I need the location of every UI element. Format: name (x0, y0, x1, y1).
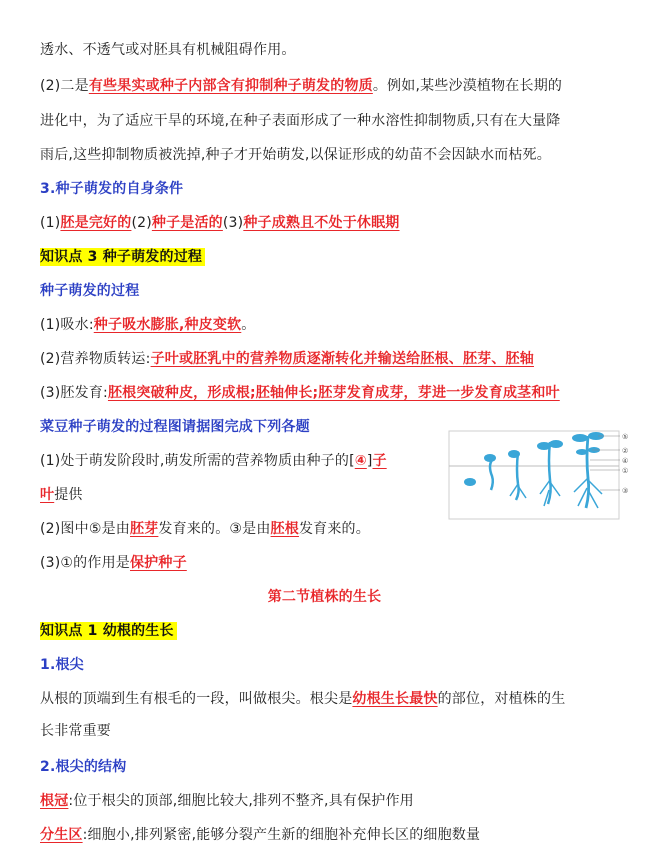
answer-text: 根冠 (40, 793, 69, 809)
text: 的部位，对植株的生 (437, 691, 566, 707)
seedling-stage-3 (516, 452, 519, 500)
text: 发育来的。③是由 (158, 521, 271, 537)
text-line: 透水、不透气或对胚具有机械阻碍作用。 (40, 42, 296, 58)
seed-stage-1 (464, 478, 476, 486)
text-line: 长非常重要 (40, 723, 111, 739)
subheading: 2.根尖的结构 (40, 759, 127, 775)
answer-text: 种子成熟且不处于休眠期 (243, 215, 400, 231)
question-2 (40, 518, 370, 540)
text: 从根的顶端到生有根毛的一段，叫做根尖。根尖是 (40, 691, 353, 707)
bean-germination-figure (448, 430, 638, 522)
answer-text: 叶 (40, 487, 55, 503)
meristem-line (40, 824, 480, 846)
figure-label: ⑤ (622, 433, 629, 441)
question-3 (40, 552, 187, 574)
answer-text: 种子是活的 (151, 215, 223, 231)
text: (1)处于萌发阶段时,萌发所需的营养物质由种子的[ (40, 453, 355, 469)
text: (1)吸水: (40, 317, 94, 333)
seedling-stage-5-leaf (572, 434, 588, 442)
text: (2)二是 (40, 78, 89, 94)
knowledge-point-3 (40, 246, 205, 268)
text-line: 进化中，为了适应干旱的环境,在种子表面形成了一种水溶性抑制物质,只有在大量降 (40, 113, 561, 129)
figure-label: ④ (622, 457, 629, 465)
subheading: 菜豆种子萌发的过程图请据图完成下列各题 (40, 419, 310, 435)
answer-text: ④ (354, 453, 367, 469)
figure-label: ① (622, 467, 629, 475)
text: ] (366, 453, 373, 469)
knowledge-point-1 (40, 620, 177, 642)
text: (1) (40, 215, 61, 231)
step-absorb (40, 314, 255, 336)
subheading: 种子萌发的过程 (40, 283, 140, 299)
text: 。例如,某些沙漠植物在长期的 (372, 78, 563, 94)
text-line: 雨后,这些抑制物质被洗掉,种子才开始萌发,以保证形成的幼苗不会因缺水而枯死。 (40, 147, 551, 163)
text: (2) (131, 215, 152, 231)
seedling-stage-2-cotyledon (484, 454, 496, 462)
text: (2)营养物质转运: (40, 351, 151, 367)
step-transport (40, 348, 534, 370)
text: (3) (222, 215, 244, 231)
seedling-stage-4-leaf (537, 442, 551, 450)
figure-label: ③ (622, 487, 629, 495)
answer-text: 种子吸水膨胀,种皮变软 (93, 317, 242, 333)
answer-text: 胚是完好的 (60, 215, 132, 231)
seedling-stage-3-cotyledon (508, 450, 520, 458)
answer-text: 胚根 (270, 521, 299, 537)
answer-text: 胚芽 (129, 521, 159, 537)
root-cap-line (40, 790, 414, 812)
figure-frame (449, 431, 619, 519)
step-develop (40, 382, 560, 404)
subheading: 1.根尖 (40, 657, 84, 673)
subheading: 3.种子萌发的自身条件 (40, 181, 184, 197)
answer-text: 保护种子 (129, 555, 187, 571)
question-1 (40, 450, 387, 472)
text: 。 (241, 317, 256, 333)
text: :位于根尖的顶部,细胞比较大,排列不整齐,具有保护作用 (68, 793, 414, 809)
answer-text: 子叶或胚乳中的营养物质逐渐转化并输送给胚根、胚芽、胚轴 (150, 351, 534, 367)
inhibitor-line (40, 75, 562, 97)
answer-text: 胚根突破种皮，形成根;胚轴伸长;胚芽发育成芽，芽进一步发育成茎和叶 (107, 385, 560, 401)
answer-text: 幼根生长最快 (352, 691, 438, 707)
text: 发育来的。 (298, 521, 370, 537)
highlighted-heading: 知识点 3 种子萌发的过程 (40, 248, 205, 266)
text: (3)①的作用是 (40, 555, 130, 571)
root-tip-line (40, 688, 565, 710)
seedling-stage-5-leaf (576, 449, 588, 455)
answer-text: 有些果实或种子内部含有抑制种子萌发的物质 (88, 78, 373, 94)
question-1-cont (40, 484, 83, 506)
conditions-line (40, 212, 400, 234)
text: :细胞小,排列紧密,能够分裂产生新的细胞补充伸长区的细胞数量 (82, 827, 481, 843)
section-title: 第二节植株的生长 (267, 589, 382, 605)
seedling-stage-2 (490, 460, 493, 490)
text: (2)图中⑤是由 (40, 521, 130, 537)
seedling-stage-5 (586, 436, 589, 508)
text: (3)胚发育: (40, 385, 108, 401)
figure-label: ② (622, 447, 629, 455)
text: 提供 (54, 487, 83, 503)
highlighted-heading: 知识点 1 幼根的生长 (40, 622, 177, 640)
answer-text: 分生区 (40, 827, 83, 843)
answer-text: 子 (372, 453, 387, 469)
seedling-stage-4 (548, 442, 551, 504)
seedling-stage-4-leaf (549, 440, 563, 448)
